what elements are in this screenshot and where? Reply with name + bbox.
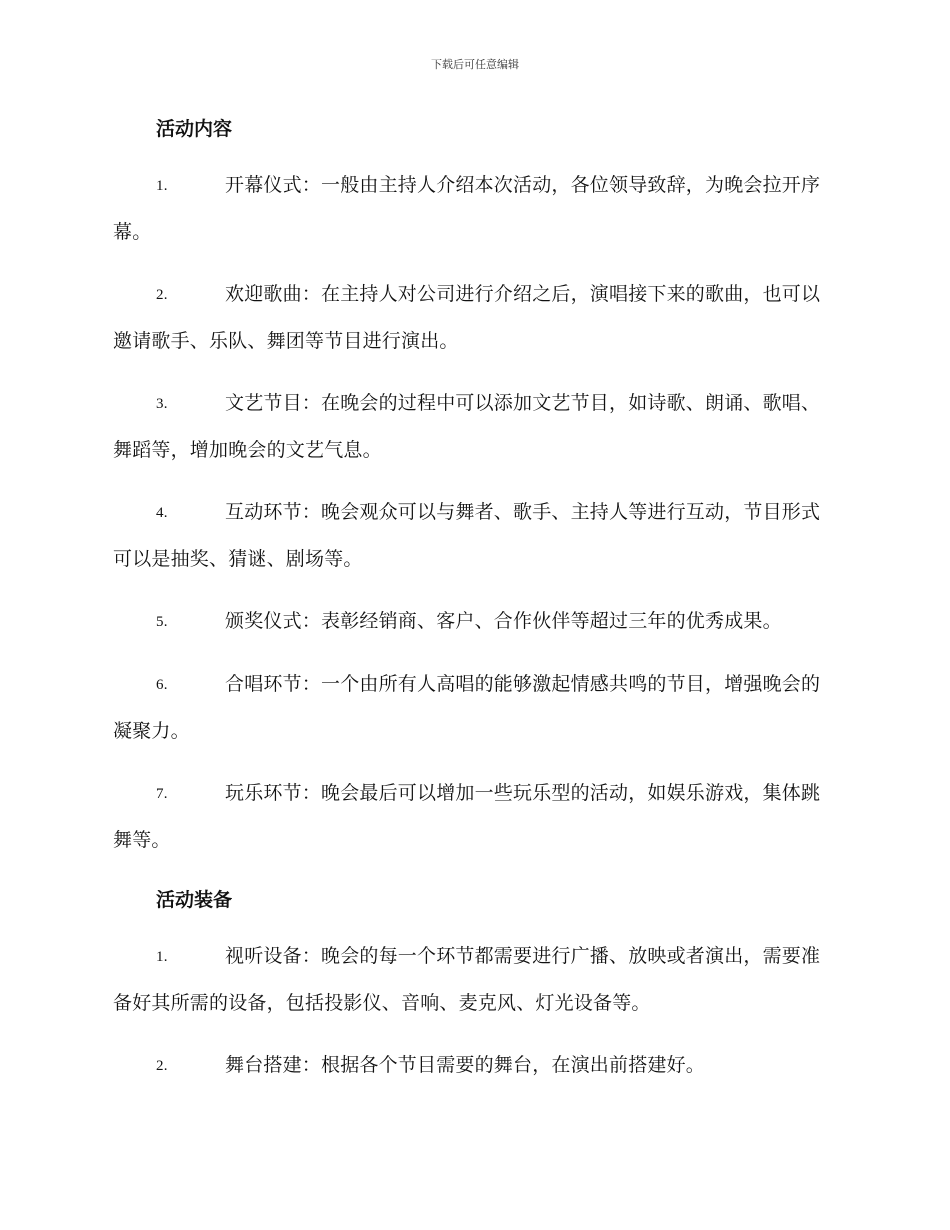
header-note: 下载后可任意编辑: [431, 58, 519, 71]
list-item-text: 开幕仪式：一般由主持人介绍本次活动，各位领导致辞，为晚会拉开序幕。: [113, 174, 821, 243]
list-item-number: 1.: [156, 178, 168, 194]
list-item-text: 合唱环节：一个由所有人高唱的能够激起情感共鸣的节目，增强晚会的凝聚力。: [113, 673, 821, 742]
section-title-activity-equipment: 活动装备: [156, 889, 233, 911]
section-title-activity-content: 活动内容: [156, 118, 233, 140]
list-item-number: 3.: [156, 396, 168, 412]
list-item-text: 颁奖仪式：表彰经销商、客户、合作伙伴等超过三年的优秀成果。: [225, 610, 782, 632]
list-item-number: 5.: [156, 614, 168, 630]
list-item-number: 7.: [156, 786, 168, 802]
activity-equipment-list: [113, 933, 837, 1089]
list-item: [113, 770, 837, 863]
list-item: [113, 661, 837, 754]
list-item: [113, 271, 837, 364]
list-item-text: 视听设备：晚会的每一个环节都需要进行广播、放映或者演出，需要准备好其所需的设备，包括投影仪、音响、麦克风、灯光设备等。: [113, 945, 821, 1014]
list-item: [113, 598, 837, 645]
list-item-number: 4.: [156, 505, 168, 521]
list-item-number: 2.: [156, 1058, 168, 1074]
list-item: [113, 933, 837, 1026]
list-item-number: 6.: [156, 677, 168, 693]
list-item-text: 舞台搭建：根据各个节目需要的舞台，在演出前搭建好。: [225, 1054, 706, 1076]
list-item-text: 欢迎歌曲：在主持人对公司进行介绍之后，演唱接下来的歌曲，也可以邀请歌手、乐队、舞团等节目进行演出。: [113, 283, 821, 352]
list-item: [113, 380, 837, 473]
activity-content-list: [113, 162, 837, 863]
list-item-text: 互动环节：晚会观众可以与舞者、歌手、主持人等进行互动，节目形式可以是抽奖、猜谜、剧场等。: [113, 501, 821, 570]
document-content: [113, 112, 837, 1089]
list-item-number: 2.: [156, 287, 168, 303]
list-item: [113, 489, 837, 582]
list-item-number: 1.: [156, 949, 168, 965]
list-item-text: 玩乐环节：晚会最后可以增加一些玩乐型的活动，如娱乐游戏，集体跳舞等。: [113, 782, 821, 851]
list-item-text: 文艺节目：在晚会的过程中可以添加文艺节目，如诗歌、朗诵、歌唱、舞蹈等，增加晚会的文艺气息。: [113, 392, 821, 461]
list-item: [113, 162, 837, 255]
list-item: [113, 1042, 837, 1089]
